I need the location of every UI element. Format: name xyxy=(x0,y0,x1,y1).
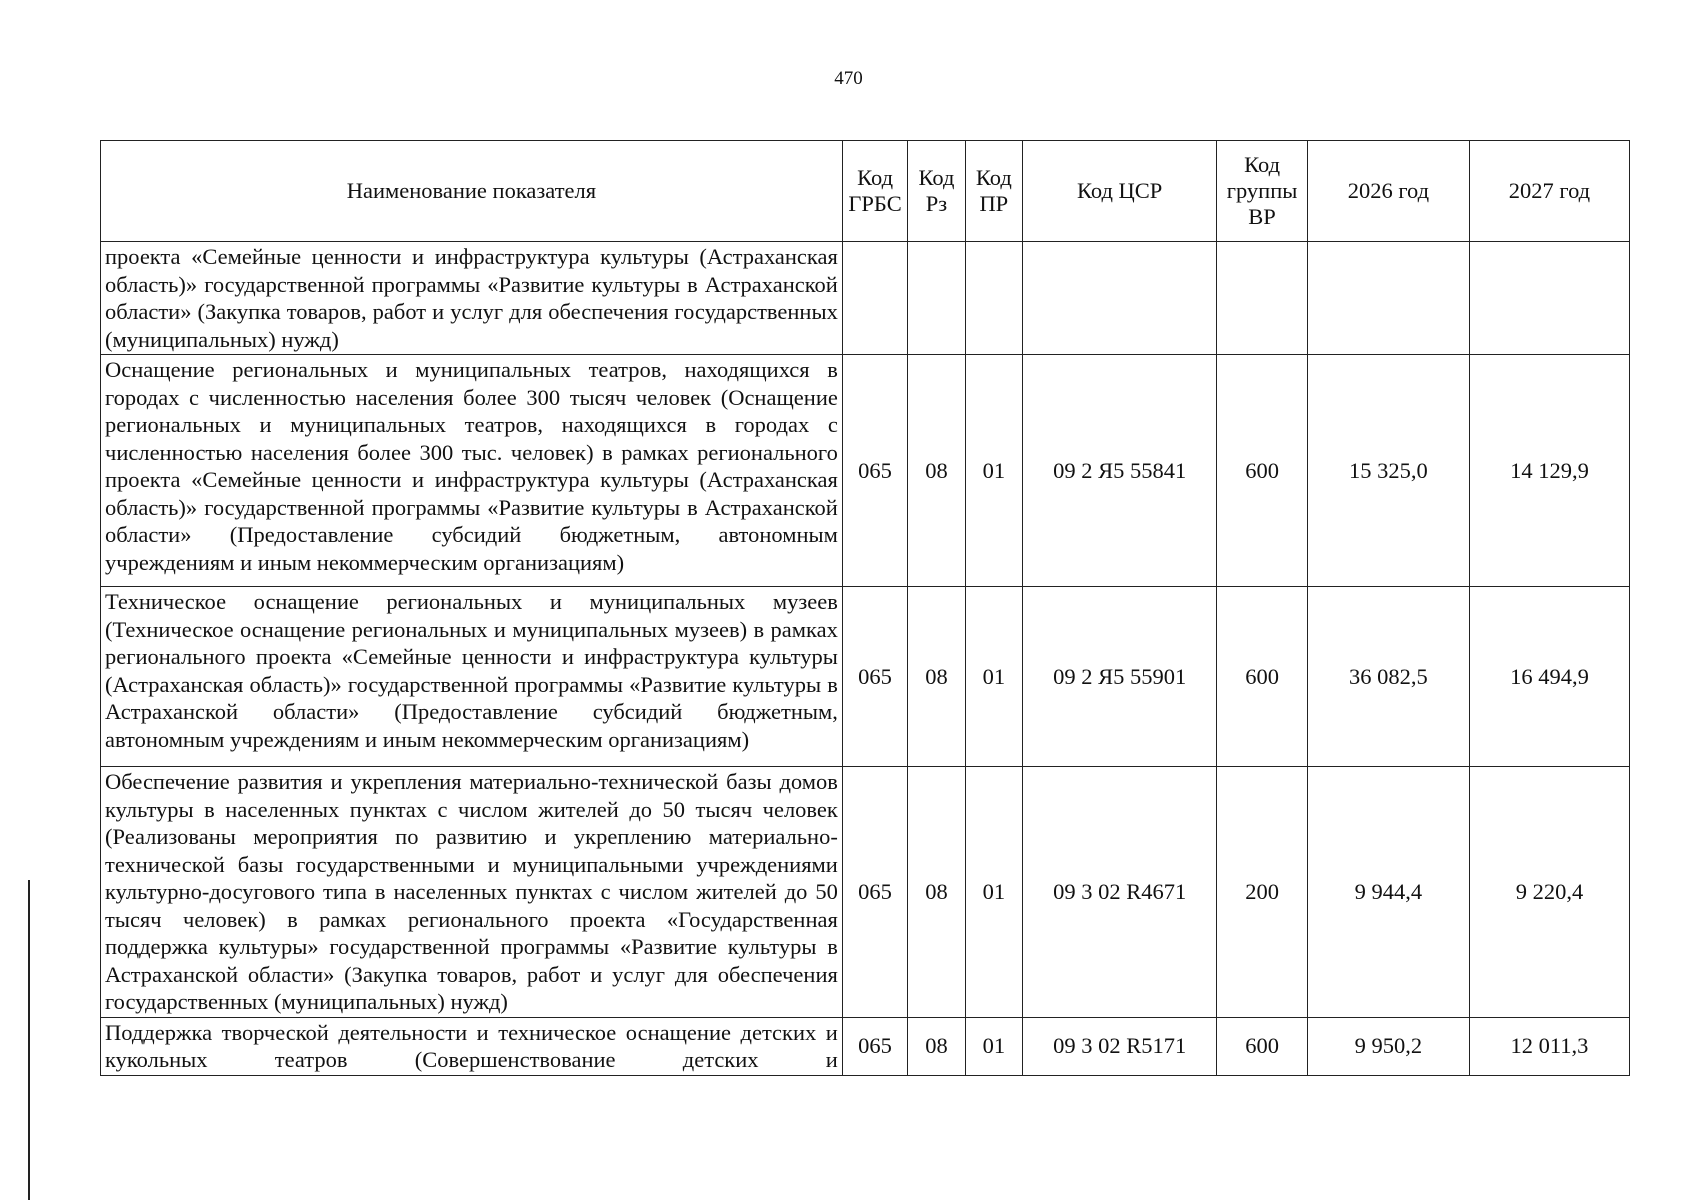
table-row xyxy=(101,1017,1630,1075)
row-grbs: 065 xyxy=(842,355,907,587)
row-csr: 09 2 Я5 55841 xyxy=(1023,355,1217,587)
scan-edge-line xyxy=(28,880,30,1200)
row-name: Поддержка творческой деятельности и техническое оснащение детских и кукольных театров (Совершенствование детских и xyxy=(101,1017,843,1075)
row-rz xyxy=(908,242,965,355)
table-row xyxy=(101,242,1630,355)
row-2026 xyxy=(1307,242,1469,355)
budget-table xyxy=(100,140,1630,1076)
row-name: проекта «Семейные ценности и инфраструктура культуры (Астраханская область)» государственной программы «Развитие культуры в Астраханской области» (Закупка товаров, работ и услуг для обеспечения государственных (муниципальных) нужд) xyxy=(101,242,843,355)
row-2027: 12 011,3 xyxy=(1469,1017,1629,1075)
row-rz: 08 xyxy=(908,1017,965,1075)
table-row xyxy=(101,355,1630,587)
row-vr xyxy=(1217,242,1308,355)
header-pr: Код ПР xyxy=(965,141,1022,242)
row-name: Обеспечение развития и укрепления материально-технической базы домов культуры в населенных пунктах с числом жителей до 50 тысяч человек (Реализованы мероприятия по развитию и укреплению материально-технической базы государственными и муниципальными учреждениями культурно-досугового типа в населенных пунктах с числом жителей до 50 тысяч человек) в рамках регионального проекта «Государственная поддержка культуры» государственной программы «Развитие культуры в Астраханской области» (Закупка товаров, работ и услуг для обеспечения государственных (муниципальных) нужд) xyxy=(101,767,843,1018)
row-vr: 600 xyxy=(1217,355,1308,587)
row-vr: 600 xyxy=(1217,1017,1308,1075)
row-csr xyxy=(1023,242,1217,355)
row-grbs: 065 xyxy=(842,587,907,767)
table-row xyxy=(101,767,1630,1018)
page-number: 470 xyxy=(834,68,863,89)
row-pr: 01 xyxy=(965,587,1022,767)
header-2026: 2026 год xyxy=(1307,141,1469,242)
header-name: Наименование показателя xyxy=(101,141,843,242)
row-2027: 14 129,9 xyxy=(1469,355,1629,587)
row-2026: 15 325,0 xyxy=(1307,355,1469,587)
row-name: Оснащение региональных и муниципальных театров, находящихся в городах с численностью населения более 300 тысяч человек (Оснащение региональных и муниципальных театров, находящихся в городах с численностью населения более 300 тыс. человек) в рамках регионального проекта «Семейные ценности и инфраструктура культуры (Астраханская область)» государственной программы «Развитие культуры в Астраханской области» (Предоставление субсидий бюджетным, автономным учреждениям и иным некоммерческим организациям) xyxy=(101,355,843,587)
row-pr xyxy=(965,242,1022,355)
row-pr: 01 xyxy=(965,767,1022,1018)
row-2027: 9 220,4 xyxy=(1469,767,1629,1018)
header-grbs: Код ГРБС xyxy=(842,141,907,242)
row-rz: 08 xyxy=(908,767,965,1018)
row-rz: 08 xyxy=(908,355,965,587)
table-row xyxy=(101,587,1630,767)
row-grbs xyxy=(842,242,907,355)
row-grbs: 065 xyxy=(842,1017,907,1075)
header-rz: Код Рз xyxy=(908,141,965,242)
row-csr: 09 3 02 R5171 xyxy=(1023,1017,1217,1075)
row-2026: 9 944,4 xyxy=(1307,767,1469,1018)
row-2027 xyxy=(1469,242,1629,355)
row-pr: 01 xyxy=(965,355,1022,587)
header-2027: 2027 год xyxy=(1469,141,1629,242)
row-rz: 08 xyxy=(908,587,965,767)
header-csr: Код ЦСР xyxy=(1023,141,1217,242)
row-2027: 16 494,9 xyxy=(1469,587,1629,767)
row-2026: 9 950,2 xyxy=(1307,1017,1469,1075)
row-csr: 09 2 Я5 55901 xyxy=(1023,587,1217,767)
row-pr: 01 xyxy=(965,1017,1022,1075)
row-2026: 36 082,5 xyxy=(1307,587,1469,767)
table-header-row xyxy=(101,141,1630,242)
row-name: Техническое оснащение региональных и муниципальных музеев (Техническое оснащение региональных и муниципальных музеев) в рамках регионального проекта «Семейные ценности и инфраструктура культуры (Астраханская область)» государственной программы «Развитие культуры в Астраханской области» (Предоставление субсидий бюджетным, автономным учреждениям и иным некоммерческим организациям) xyxy=(101,587,843,767)
header-vr: Код группы ВР xyxy=(1217,141,1308,242)
row-vr: 200 xyxy=(1217,767,1308,1018)
row-grbs: 065 xyxy=(842,767,907,1018)
row-vr: 600 xyxy=(1217,587,1308,767)
row-csr: 09 3 02 R4671 xyxy=(1023,767,1217,1018)
